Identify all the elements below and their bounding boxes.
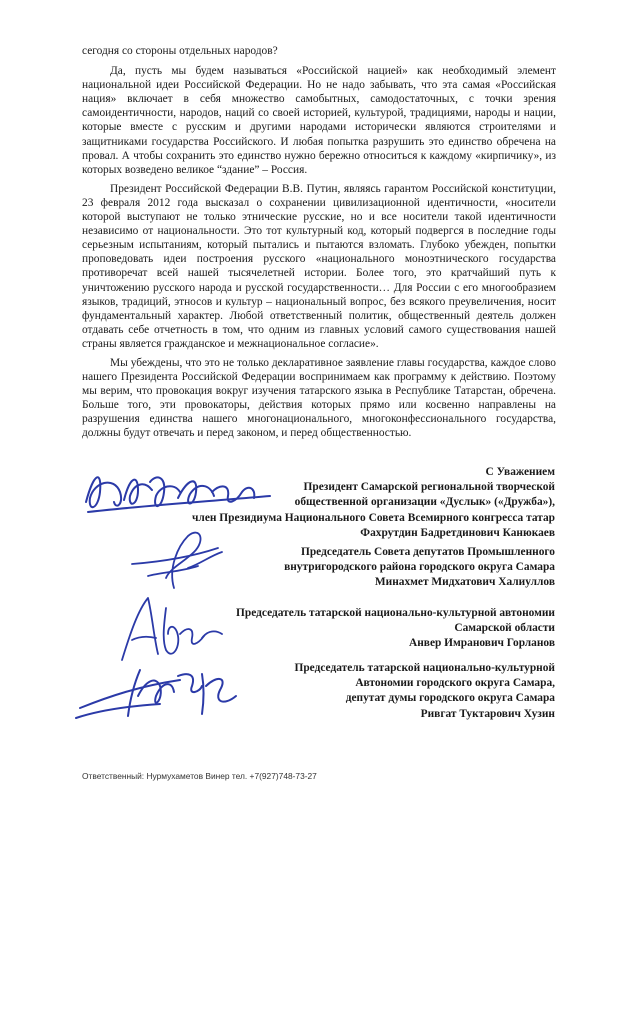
- signature-4-line-4: Ривгат Туктарович Хузин: [420, 707, 555, 720]
- signature-1-line-5: Фахрутдин Бадретдинович Канюкаев: [360, 526, 555, 539]
- signature-1-line-1: С Уважением: [485, 466, 555, 478]
- signature-block-2: [284, 545, 555, 591]
- continuation-line: сегодня со стороны отдельных народов?: [82, 45, 278, 57]
- signature-3-line-1: Председатель татарской национально-культурной автономии: [236, 607, 555, 619]
- paragraph-putin-quote: Президент Российской Федерации В.В. Путин, являясь гарантом Российской конституции, 23 февраля 2012 года высказал о сохранении цивилизационной идентичности, «носители которой выступают не только этнические русские, но и все носители такой идентичности независимо от национальности. Это тот культурный код, который подвергся в последние годы серьезным испытаниям, который пытались и пытаются взломать. Глубоко убежден, попытки проповедовать идеи построения русского «национального моноэтнического государства противоречат всей нашей тысячелетней истории. Более того, это кратчайший путь к уничтожению русского народа и русской государственности… Для России с его многообразием языков, традиций, этносов и культур – национальный вопрос, без всякого преувеличения, носит фундаментальный характер. Любой ответственный политик, общественный деятель должен отдавать себе отчетность в том, что одним из главных условий самого существования нашей страны является гражданское и межнациональное согласие».: [82, 182, 556, 350]
- paragraph-conclusion: Мы убеждены, что это не только декларативное заявление главы государства, каждое слово нашего Президента Российской Федерации воспринимаем как программу к действию. Поэтому мы верим, что провокация вокруг изучения татарского языка в Республике Татарстан, обречена. Больше того, эти провокаторы, действия которых прямо или косвенно направлены на разрушения единства нашего многонационального, многоконфессионального государства, должны будут отвечать и перед законом, и перед общественностью.: [82, 356, 556, 440]
- letter-body: [82, 44, 556, 446]
- responsible-contact: Ответственный: Нурмухаметов Винер тел. +7(927)748-73-27: [82, 771, 317, 781]
- signature-1-line-3: общественной организации «Дуслык» («Дружба»),: [294, 496, 555, 509]
- signature-3-line-2: Самарской области: [454, 622, 555, 635]
- signature-4-handwritten: [70, 656, 270, 728]
- signature-1-line-4: член Президиума Национального Совета Всемирного конгресса татар: [192, 511, 555, 524]
- paragraph-russian-nation: Да, пусть мы будем называться «Российской нацией» как необходимый элемент национальной идеи Российской Федерации. Но не надо забывать, что эта самая «Российская нация» включает в себя множество самобытных, самодостаточных, с точки зрения самоидентичности, народов, наций со своей историей, культурой, традициями, народы и нации, которые вместе с русским и другими народами исторически являются строителями и защитниками государства Российского. И любая попытка разрушить это единство обречена на провал. А чтобы сохранить это единство нужно бережно относиться к каждому «кирпичику», из которых возведено великое “здание” – Россия.: [82, 65, 556, 176]
- signature-4-line-2: Автономии городского округа Самара,: [355, 677, 555, 690]
- signature-block-4: [294, 661, 555, 722]
- signature-block-3: [236, 606, 555, 652]
- signature-4-line-1: Председатель татарской национально-культурной: [294, 662, 555, 674]
- signature-2-line-2: внутригородского района городского округа Самара: [284, 561, 555, 574]
- signature-3-line-3: Анвер Имранович Горланов: [409, 637, 555, 650]
- signature-2-handwritten: [128, 528, 238, 600]
- signature-1-line-2: Президент Самарской региональной творческой: [303, 481, 555, 494]
- signature-4-line-3: депутат думы городского округа Самара: [345, 692, 555, 705]
- signature-2-line-3: Минахмет Мидхатович Халиуллов: [374, 576, 555, 589]
- signature-2-line-1: Председатель Совета депутатов Промышленного: [300, 546, 555, 558]
- signature-block-1: [192, 465, 555, 541]
